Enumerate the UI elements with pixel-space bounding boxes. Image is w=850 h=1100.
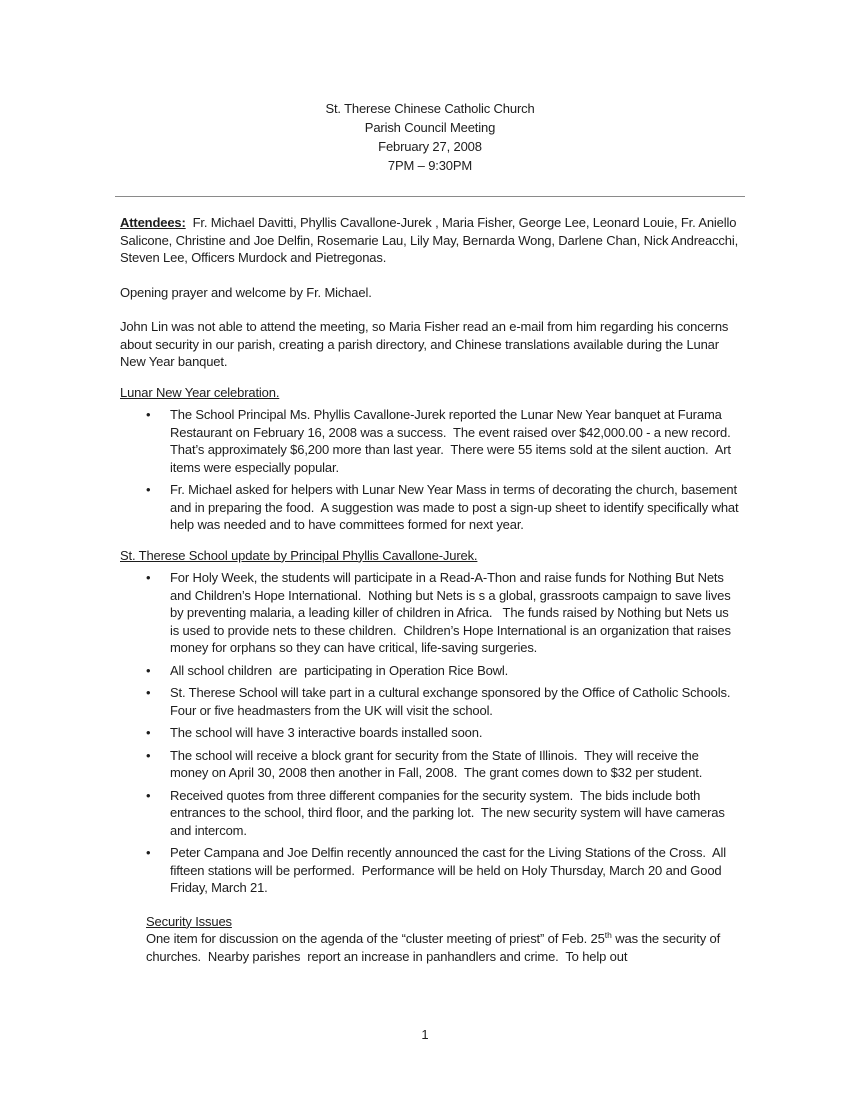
security-text-before: One item for discussion on the agenda of the “cluster meeting of priest” of Feb. 25 xyxy=(146,931,605,946)
bullet-text: For Holy Week, the students will participate in a Read-A-Thon and raise funds for Nothing But Nets and Children’s Hope International. Nothing but Nets is s a global, grassroots campaign to save lives by preventing malaria, a leading killer of children in Africa. The funds raised by Nothing but Nets us is used to provide nets to these children. Children’s Hope International is an organization that raises money for orphans so they can have critical, life-saving surgeries. xyxy=(170,570,735,655)
bullet-text: Peter Campana and Joe Delfin recently announced the cast for the Living Stations of the Cross. All fifteen stations will be performed. Performance will be held on Holy Thursday, March 20 and Good Friday, March 21. xyxy=(170,845,730,895)
header-divider xyxy=(115,196,745,197)
bullet-text: The school will have 3 interactive boards installed soon. xyxy=(170,725,483,740)
list-item xyxy=(120,844,740,897)
bullet-icon: • xyxy=(146,662,151,678)
list-item xyxy=(120,724,740,742)
document-header xyxy=(120,99,740,175)
school-update-list xyxy=(120,569,740,897)
list-item xyxy=(120,684,740,719)
ordinal-superscript: th xyxy=(604,930,612,940)
section-lunar-new-year xyxy=(120,384,740,534)
list-item xyxy=(120,481,740,534)
bullet-text: Fr. Michael asked for helpers with Lunar New Year Mass in terms of decorating the church, basement and in preparing the food. A suggestion was made to post a sign-up sheet to identify specifically what help was needed and to have committees formed for next year. xyxy=(170,482,742,532)
attendees-names: Fr. Michael Davitti, Phyllis Cavallone-Jurek , Maria Fisher, George Lee, Leonard Louie, Fr. Aniello Salicone, Christine and Joe Delfin, Rosemarie Lau, Lily May, Bernarda Wong, Darlene Chan, Nick Andreacchi, Steven Lee, Officers Murdock and Pietregonas. xyxy=(120,215,742,265)
bullet-icon: • xyxy=(146,787,151,803)
title-line-church: St. Therese Chinese Catholic Church xyxy=(325,101,535,116)
john-lin-paragraph: John Lin was not able to attend the meeting, so Maria Fisher read an e-mail from him regarding his concerns about security in our parish, creating a parish directory, and Chinese translations available during the Lunar New Year banquet. xyxy=(120,319,732,369)
school-update-heading: St. Therese School update by Principal Phyllis Cavallone-Jurek. xyxy=(120,547,478,563)
attendees-paragraph xyxy=(120,214,740,267)
bullet-icon: • xyxy=(146,685,151,700)
attendees-label: Attendees: xyxy=(120,215,186,230)
list-item xyxy=(120,406,740,476)
title-line-date: February 27, 2008 xyxy=(378,139,482,154)
page-number: 1 xyxy=(421,1027,429,1042)
bullet-icon: • xyxy=(146,725,151,740)
bullet-text: All school children are participating in Operation Rice Bowl. xyxy=(170,662,509,678)
bullet-icon: • xyxy=(146,570,151,585)
bullet-text: The School Principal Ms. Phyllis Cavallone-Jurek reported the Lunar New Year banquet at Furama Restaurant on February 16, 2008 was a success. The event raised over $42,000.00 - a new record. That’s approximately $6,200 more than last year. There were 55 items sold at the silent auction. Art items were especially popular. xyxy=(170,407,738,475)
bullet-icon: • xyxy=(146,407,151,422)
document-content xyxy=(120,99,740,965)
title-line-time: 7PM – 9:30PM xyxy=(387,158,473,173)
title-line-meeting: Parish Council Meeting xyxy=(364,120,496,135)
bullet-text: The school will receive a block grant for security from the State of Illinois. They will receive the money on April 30, 2008 then another in Fall, 2008. The grant comes down to $32 per student. xyxy=(170,747,703,780)
list-item xyxy=(120,569,740,657)
security-issues-paragraph xyxy=(146,930,740,965)
bullet-text: Received quotes from three different companies for the security system. The bids include both entrances to the school, third floor, and the parking lot. The new security system will have cameras and intercom. xyxy=(170,787,729,838)
bullet-icon: • xyxy=(146,482,151,497)
security-issues-heading: Security Issues xyxy=(146,913,232,929)
bullet-text: St. Therese School will take part in a cultural exchange sponsored by the Office of Catholic Schools. Four or five headmasters from the UK will visit the school. xyxy=(170,685,738,718)
bullet-icon: • xyxy=(146,747,151,763)
bullet-icon: • xyxy=(146,845,151,860)
opening-prayer-paragraph: Opening prayer and welcome by Fr. Michael. xyxy=(120,284,372,300)
section-school-update xyxy=(120,547,740,897)
lunar-new-year-heading: Lunar New Year celebration. xyxy=(120,384,280,400)
list-item xyxy=(120,787,740,840)
lunar-new-year-list xyxy=(120,406,740,534)
security-text-after: was the security of churches. Nearby parishes report an increase in panhandlers and crime. To help out xyxy=(146,931,724,964)
list-item xyxy=(120,747,740,782)
section-security-issues xyxy=(146,913,740,966)
list-item xyxy=(120,662,740,680)
